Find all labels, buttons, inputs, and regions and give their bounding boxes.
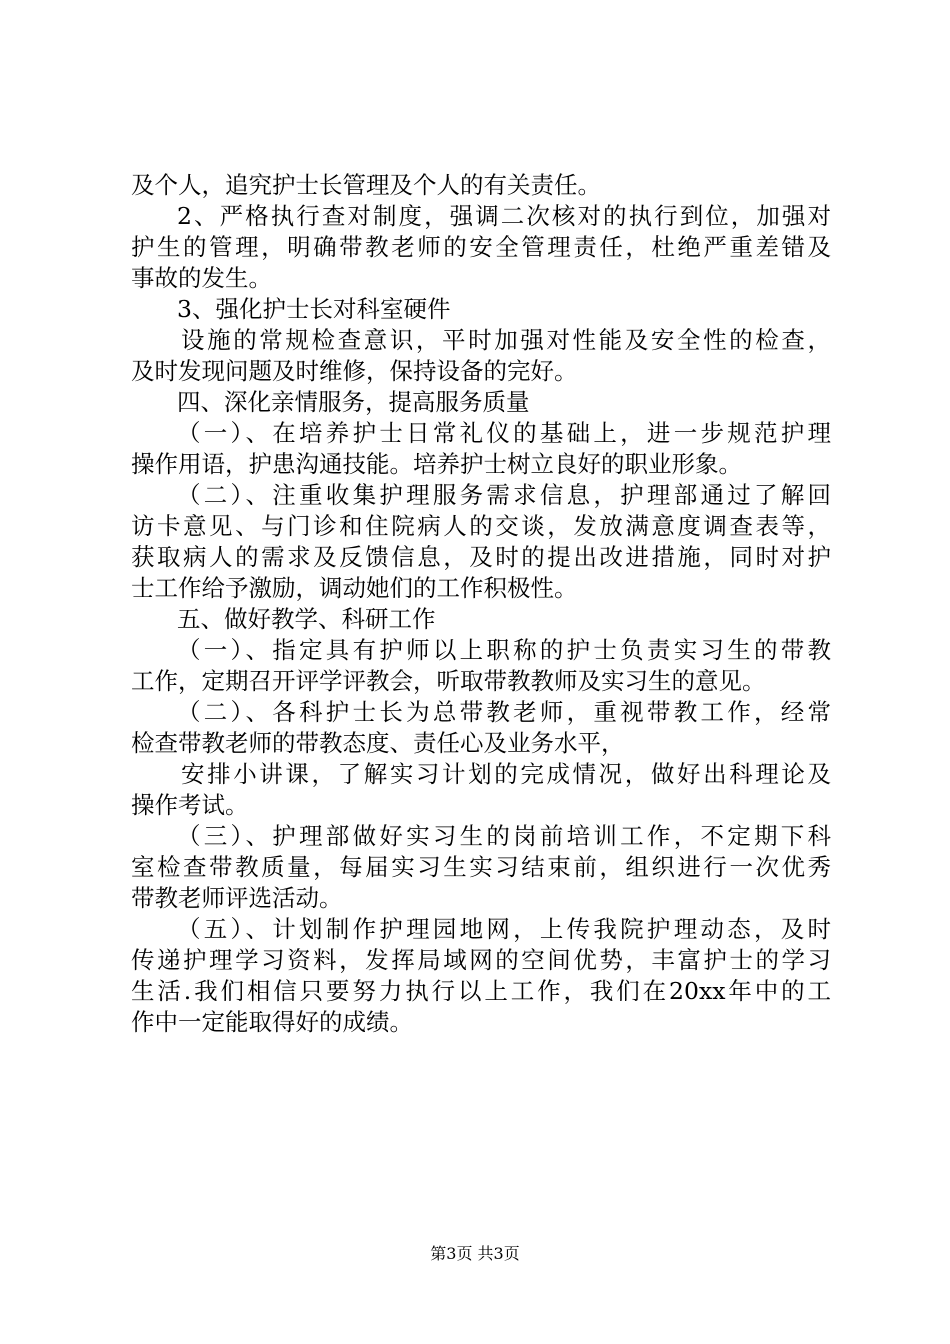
text-line: （五）、计划制作护理园地网，上传我院护理动态，及时 <box>177 915 831 943</box>
text-line: 检查带教老师的带教态度、责任心及业务水平， <box>131 729 625 757</box>
text-line: 生活.我们相信只要努力执行以上工作，我们在20xx年中的工 <box>131 977 831 1005</box>
text-line: 安排小讲课，了解实习计划的完成情况，做好出科理论及 <box>181 760 831 788</box>
text-line: 室检查带教质量，每届实习生实习结束前，组织进行一次优秀 <box>131 853 831 881</box>
text-line: 访卡意见、与门诊和住院病人的交谈，发放满意度调查表等， <box>131 512 831 540</box>
text-line: 设施的常规检查意识，平时加强对性能及安全性的检查， <box>181 326 831 354</box>
document-body <box>131 170 831 1038</box>
text-line: 工作，定期召开评学评教会，听取带教教师及实习生的意见。 <box>131 667 766 695</box>
text-line: 护生的管理，明确带教老师的安全管理责任，杜绝严重差错及 <box>131 233 831 261</box>
text-line: 事故的发生。 <box>131 264 272 292</box>
page-footer: 第3页 共3页 <box>430 1244 520 1263</box>
text-line: （一）、在培养护士日常礼仪的基础上，进一步规范护理 <box>177 419 831 447</box>
text-line: 传递护理学习资料，发挥局域网的空间优势，丰富护士的学习 <box>131 946 831 974</box>
text-line: 带教老师评选活动。 <box>131 884 343 912</box>
text-line: 四、深化亲情服务，提高服务质量 <box>177 388 530 416</box>
text-line: 操作考试。 <box>131 791 249 819</box>
text-line: 及个人，追究护士长管理及个人的有关责任。 <box>131 171 601 199</box>
text-line: （一）、指定具有护师以上职称的护士负责实习生的带教 <box>177 636 831 664</box>
text-line: 作中一定能取得好的成绩。 <box>131 1008 413 1036</box>
text-line: （二）、注重收集护理服务需求信息，护理部通过了解回 <box>177 481 831 509</box>
text-line: 2、严格执行查对制度，强调二次核对的执行到位，加强对 <box>177 202 831 230</box>
text-line: 操作用语，护患沟通技能。培养护士树立良好的职业形象。 <box>131 450 742 478</box>
text-line: 士工作给予激励，调动她们的工作积极性。 <box>131 574 578 602</box>
text-line: 3、强化护士长对科室硬件 <box>177 295 451 323</box>
text-line: 获取病人的需求及反馈信息，及时的提出改进措施，同时对护 <box>131 543 831 571</box>
text-line: 及时发现问题及时维修，保持设备的完好。 <box>131 357 578 385</box>
text-line: 五、做好教学、科研工作 <box>177 605 436 633</box>
text-line: （三）、护理部做好实习生的岗前培训工作，不定期下科 <box>177 822 831 850</box>
text-line: （二）、各科护士长为总带教老师，重视带教工作，经常 <box>177 698 831 726</box>
